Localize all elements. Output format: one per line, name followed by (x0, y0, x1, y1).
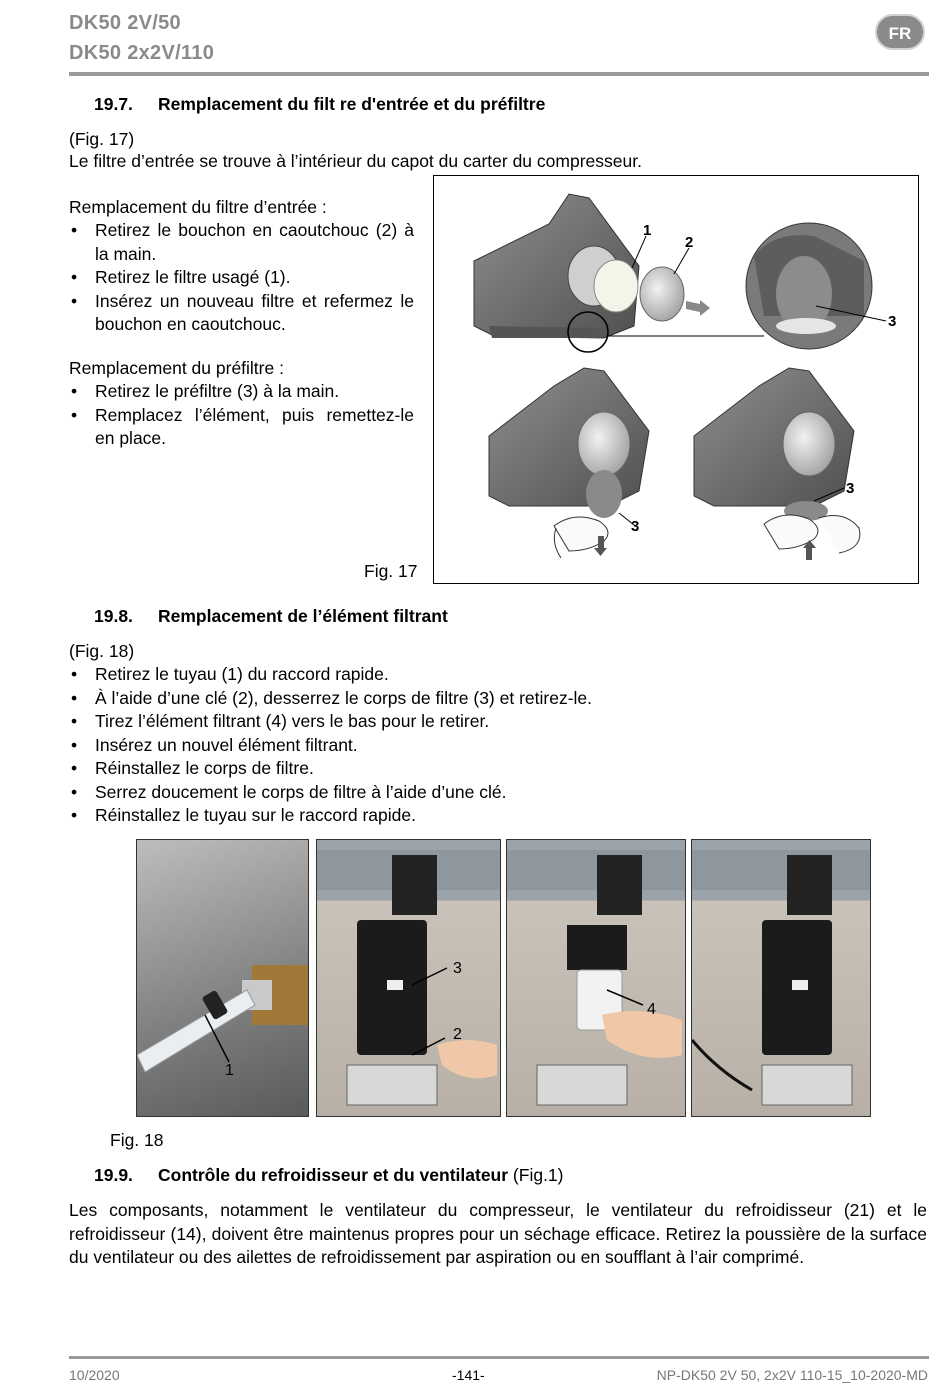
figure-label: 3 (888, 313, 897, 330)
photo-filter-element (506, 839, 686, 1117)
housing-top-view (474, 194, 764, 352)
compressor-housing-illustration (434, 176, 917, 582)
list-item: • Serrez doucement le corps de filtre à l’aide d’une clé. (69, 781, 889, 805)
list-item: • Retirez le bouchon en caoutchouc (2) à la main. (69, 219, 414, 266)
photo-filter-housing-wrench (316, 839, 501, 1117)
section-title: Remplacement de l’élément filtrant (158, 606, 448, 626)
prefilter-heading: Remplacement du préfiltre : (69, 358, 284, 378)
photo-label: 4 (647, 1001, 656, 1018)
figure-label: 3 (631, 518, 640, 535)
fig-reference: (Fig. 17) (69, 129, 135, 149)
figure-18-caption: Fig. 18 (110, 1130, 164, 1150)
list-item: • Réinstallez le corps de filtre. (69, 757, 889, 781)
list-item: • Réinstallez le tuyau sur le raccord rapide. (69, 804, 889, 828)
section-number: 19.8. (94, 606, 133, 626)
section-number: 19.9. (94, 1165, 133, 1185)
zoom-detail-circle (746, 223, 886, 349)
figure-label: 3 (846, 480, 855, 497)
cooler-fan-text: Les composants, notamment le ventilateur du compresseur, le ventilateur du refroidisseur (21) et le refroidisseur (14), doivent être maintenus propres pour un séchage efficace. Retirez la poussière de la surface du ventilateur ou des ailettes de refroidissement par aspiration ou en soufflant à l’air comprimé. (69, 1200, 927, 1267)
list-item: • Insérez un nouveau filtre et refermez le bouchon en caoutchouc. (69, 290, 414, 337)
footer-date: 10/2020 (69, 1367, 120, 1383)
header-rule (69, 72, 929, 76)
section-19-8-heading (94, 605, 448, 629)
figure-label: 2 (685, 234, 694, 251)
list-item: • Tirez l’élément filtrant (4) vers le bas pour le retirer. (69, 710, 889, 734)
photo-filter-reinstalled (691, 839, 871, 1117)
model-title-line2: DK50 2x2V/110 (69, 42, 215, 64)
figure-17 (433, 175, 919, 584)
photo-label: 2 (453, 1026, 462, 1043)
footer-rule (69, 1356, 929, 1359)
footer-page-number: -141- (452, 1367, 485, 1383)
figure-label: 1 (643, 222, 652, 239)
figure-17-caption: Fig. 17 (364, 561, 418, 581)
prefilter-steps (69, 380, 414, 451)
section-number: 19.7. (94, 94, 133, 114)
inlet-filter-steps (69, 219, 414, 337)
list-item: • Retirez le filtre usagé (1). (69, 266, 414, 290)
list-item: • Insérez un nouvel élément filtrant. (69, 734, 889, 758)
section-title: Contrôle du refroidisseur et du ventilateur (158, 1165, 509, 1185)
intro-text: Le filtre d’entrée se trouve à l’intérieur du capot du carter du compresseur. (69, 151, 642, 171)
language-badge: FR (875, 14, 925, 50)
photo-label: 1 (225, 1062, 234, 1079)
list-item: • Remplacez l’élément, puis remettez-le en place. (69, 404, 414, 451)
fig-reference: (Fig. 18) (69, 641, 135, 661)
section-19-9-heading (94, 1164, 564, 1188)
photo-label: 3 (453, 960, 462, 977)
filter-element-steps (69, 663, 889, 828)
section-title-suffix: (Fig.1) (508, 1165, 564, 1185)
inlet-filter-heading: Remplacement du filtre d’entrée : (69, 197, 327, 217)
photo-quick-coupling (136, 839, 309, 1117)
list-item: • Retirez le préfiltre (3) à la main. (69, 380, 414, 404)
list-item: • À l’aide d’une clé (2), desserrez le corps de filtre (3) et retirez-le. (69, 687, 889, 711)
model-title-line1: DK50 2V/50 (69, 12, 181, 34)
section-title: Remplacement du filt re d'entrée et du préfiltre (158, 94, 546, 114)
housing-bottom-right (694, 368, 860, 560)
housing-bottom-left (489, 368, 649, 558)
list-item: • Retirez le tuyau (1) du raccord rapide. (69, 663, 889, 687)
section-19-7-heading (94, 93, 545, 117)
footer-document-reference: NP-DK50 2V 50, 2x2V 110-15_10-2020-MD (656, 1367, 928, 1383)
